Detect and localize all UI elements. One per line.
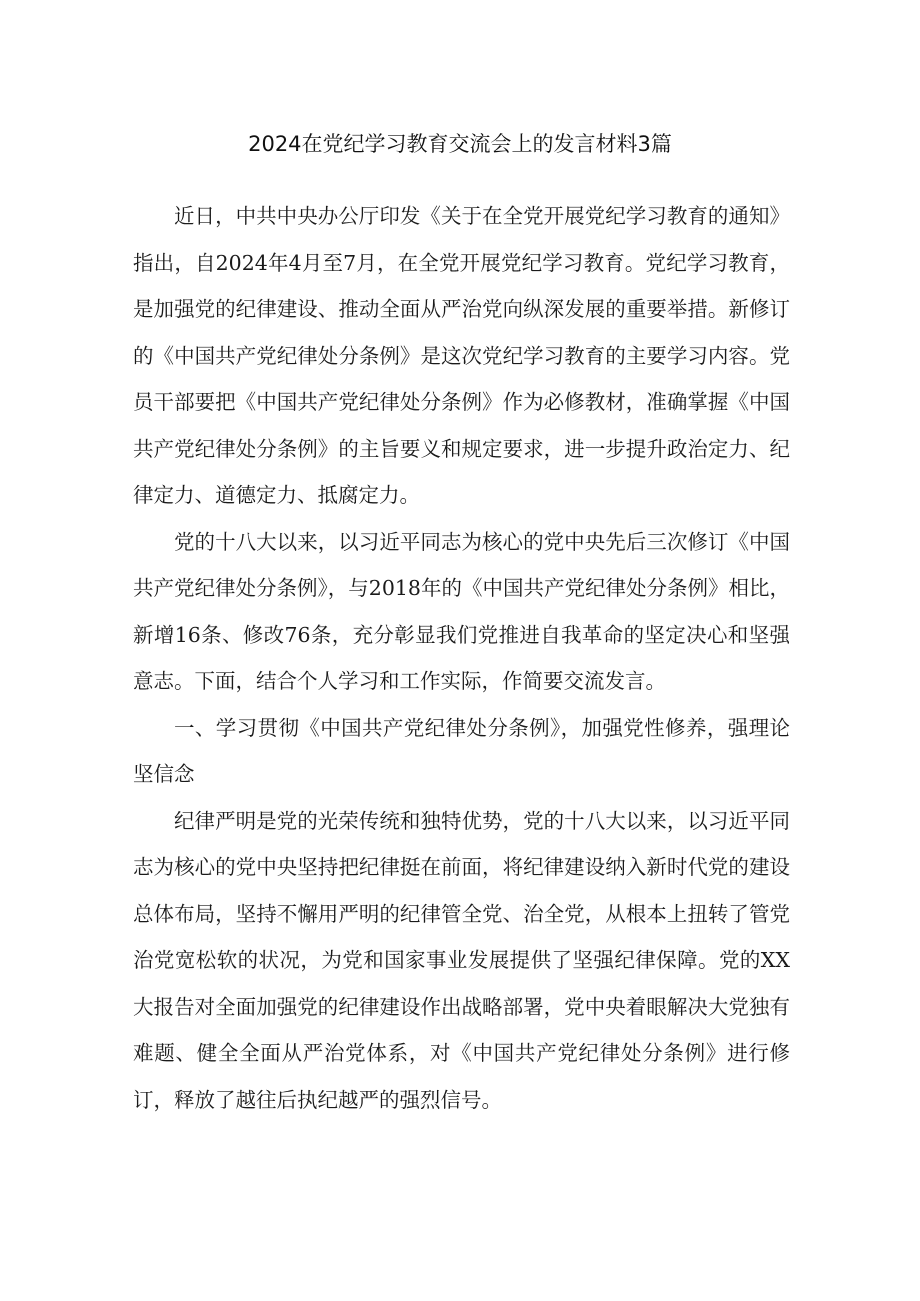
paragraph-section-1: 纪律严明是党的光荣传统和独特优势，党的十八大以来，以习近平同志为核心的党中央坚持把纪律挺在前面，将纪律建设纳入新时代党的建设总体布局，坚持不懈用严明的纪律管全党、治全党，从根本上扭转了管党治党宽松软的状况，为党和国家事业发展提供了坚强纪律保障。党的XX大报告对全面加强党的纪律建设作出战略部署，党中央着眼解决大党独有难题、健全全面从严治党体系，对《中国共产党纪律处分条例》进行修订，释放了越往后执纪越严的强烈信号。 bbox=[133, 808, 790, 1112]
section-heading-1: 一、学习贯彻《中国共产党纪律处分条例》，加强党性修养，强理论坚信念 bbox=[133, 715, 790, 786]
paragraph-intro: 近日，中共中央办公厅印发《关于在全党开展党纪学习教育的通知》指出，自2024年4月至7月，在全党开展党纪学习教育。党纪学习教育，是加强党的纪律建设、推动全面从严治党向纵深发展的重要举措。新修订的《中国共产党纪律处分条例》是这次党纪学习教育的主要学习内容。党员干部要把《中国共产党纪律处分条例》作为必修教材，准确掌握《中国共产党纪律处分条例》的主旨要义和规定要求，进一步提升政治定力、纪律定力、道德定力、抵腐定力。 bbox=[133, 204, 790, 507]
paragraph-background: 党的十八大以来，以习近平同志为核心的党中央先后三次修订《中国共产党纪律处分条例》，与2018年的《中国共产党纪律处分条例》相比，新增16条、修改76条，充分彰显我们党推进自我革命的坚定决心和坚强意志。下面，结合个人学习和工作实际，作简要交流发言。 bbox=[133, 529, 790, 693]
document-title: 2024在党纪学习教育交流会上的发言材料3篇 bbox=[248, 132, 672, 156]
document-body bbox=[133, 193, 790, 1123]
